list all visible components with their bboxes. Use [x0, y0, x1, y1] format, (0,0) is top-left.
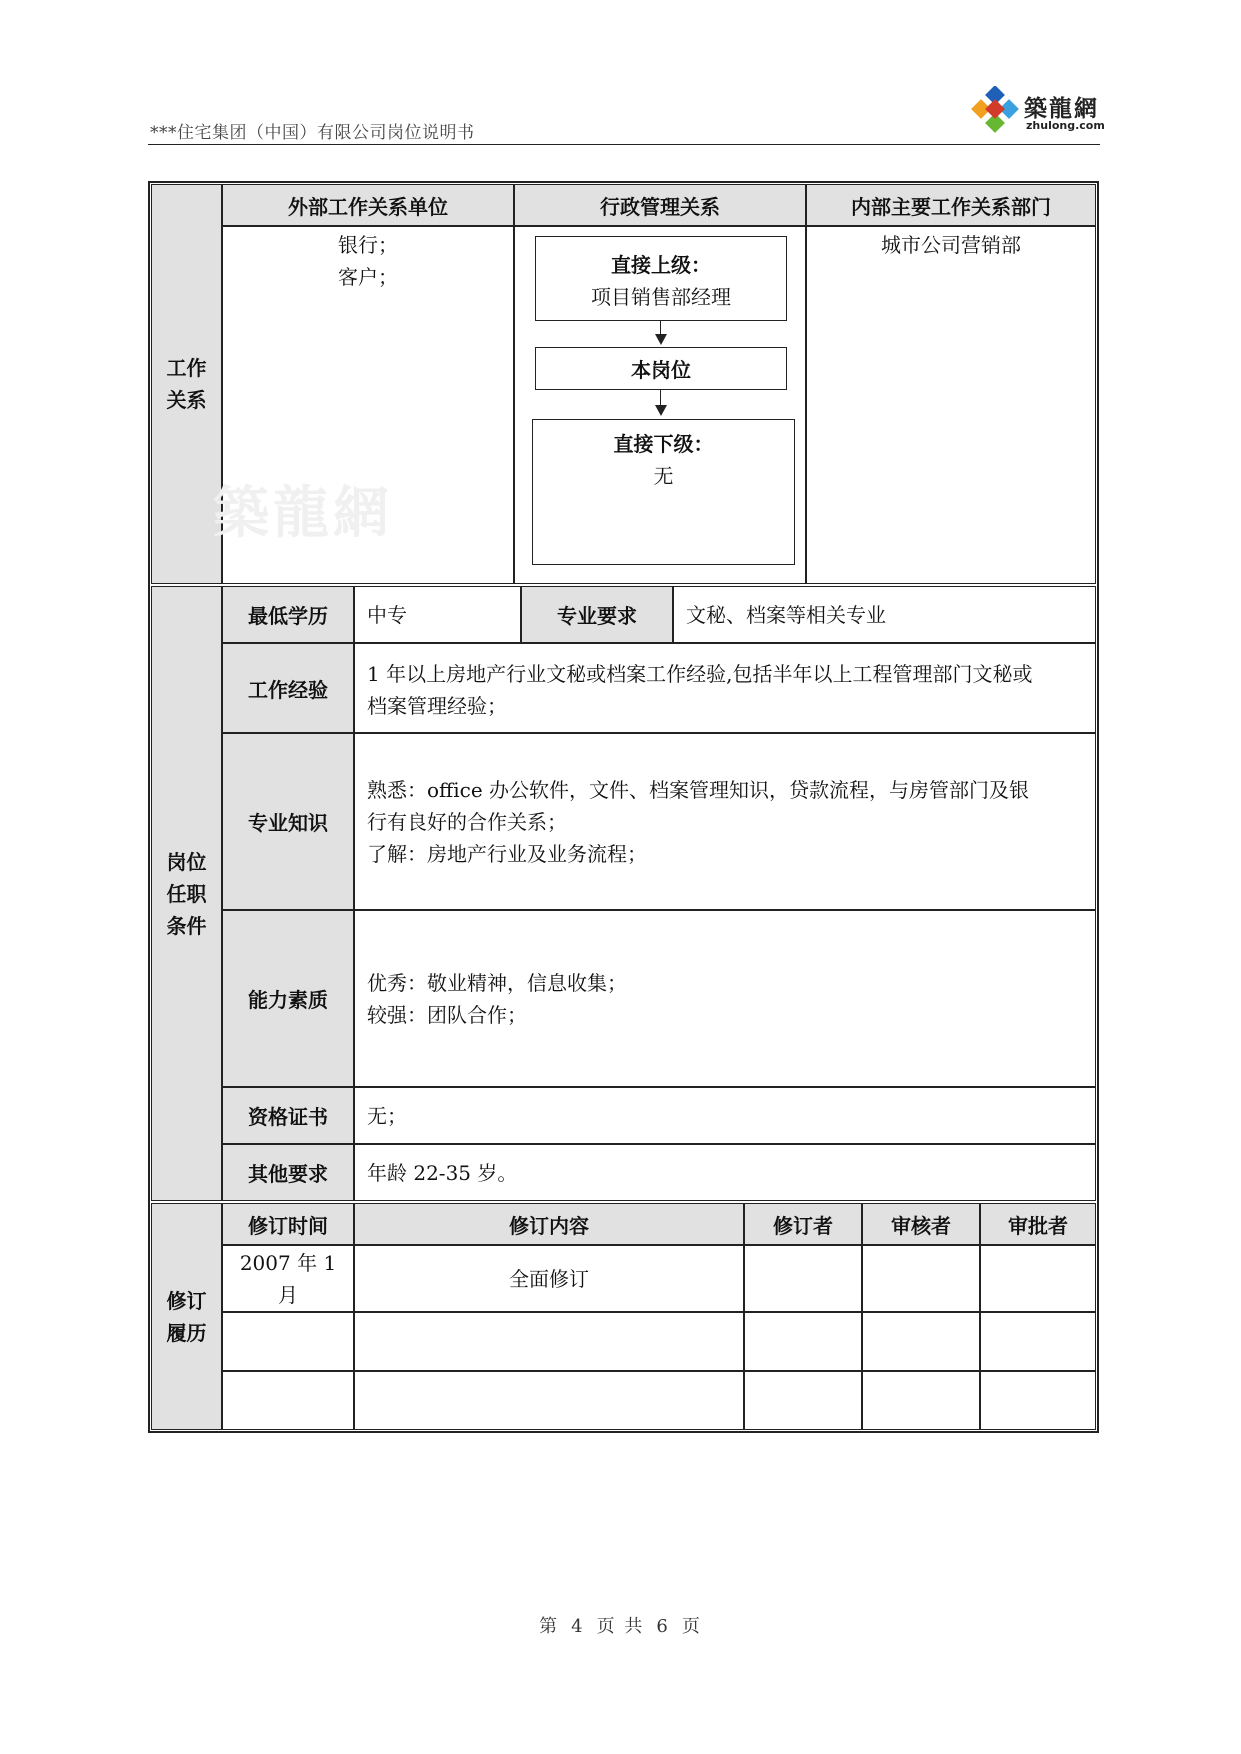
revision-header-time: 修订时间 [222, 1203, 354, 1245]
page-number: 第 4 页 共 6 页 [539, 1616, 702, 1637]
cert-label: 资格证书 [222, 1087, 354, 1144]
subordinate-value: 无 [653, 464, 674, 488]
arrow-head-icon [655, 405, 667, 416]
logo-cn-text: 築龍網 [1024, 96, 1099, 122]
internal-depts-cell: 城市公司营销部 [806, 226, 1096, 584]
revision-content [354, 1312, 744, 1371]
other-label: 其他要求 [222, 1144, 354, 1201]
header-rule [148, 144, 1100, 145]
external-units-cell [213, 226, 514, 584]
logo [970, 86, 1110, 136]
revision-content [354, 1371, 744, 1430]
logo-en-text: zhulong.com [1026, 119, 1105, 132]
watermark: 築龍網 [213, 480, 393, 546]
revision-auditor [862, 1371, 980, 1430]
col-internal-header: 内部主要工作关系部门 [806, 184, 1096, 226]
education-label: 最低学历 [222, 586, 354, 643]
cert-value: 无； [354, 1087, 1096, 1144]
revision-reviser [744, 1371, 862, 1430]
section-qualifications-label: 岗位 任职 条件 [151, 586, 222, 1201]
other-value: 年龄 22-35 岁。 [354, 1144, 1096, 1201]
revision-header-approver: 审批者 [980, 1203, 1096, 1245]
knowledge-label: 专业知识 [222, 733, 354, 910]
revision-time [222, 1312, 354, 1371]
arrow-head-icon [655, 334, 667, 345]
knowledge-value: 熟悉：office 办公软件，文件、档案管理知识，贷款流程，与房管部门及银 行有良好的合作关系； 了解：房地产行业及业务流程； [354, 733, 1096, 910]
external-unit-item: 银行； [338, 233, 398, 257]
document-title: ***住宅集团（中国）有限公司岗位说明书 [150, 123, 475, 143]
education-value: 中专 [354, 586, 521, 643]
subordinate-label: 直接下级： [613, 432, 714, 456]
arrow-down-icon [660, 390, 661, 406]
self-position-box: 本岗位 [535, 347, 787, 390]
revision-header-reviser: 修订者 [744, 1203, 862, 1245]
superior-label: 直接上级： [611, 253, 711, 277]
section-revision-label: 修订 履历 [151, 1203, 222, 1430]
revision-content: 全面修订 [354, 1245, 744, 1312]
major-label: 专业要求 [521, 586, 673, 643]
revision-time [222, 1371, 354, 1430]
arrow-down-icon [660, 321, 661, 335]
revision-header-auditor: 审核者 [862, 1203, 980, 1245]
revision-auditor [862, 1312, 980, 1371]
revision-time: 2007 年 1 月 [222, 1245, 354, 1312]
revision-reviser [744, 1312, 862, 1371]
col-admin-header: 行政管理关系 [514, 184, 806, 226]
revision-header-content: 修订内容 [354, 1203, 744, 1245]
subordinate-box [532, 419, 795, 565]
major-value: 文秘、档案等相关专业 [673, 586, 1096, 643]
superior-box [535, 236, 787, 321]
revision-approver [980, 1312, 1096, 1371]
revision-reviser [744, 1245, 862, 1312]
col-external-header: 外部工作关系单位 [222, 184, 514, 226]
external-unit-item: 客户； [338, 265, 398, 289]
revision-auditor [862, 1245, 980, 1312]
ability-value: 优秀：敬业精神，信息收集； 较强：团队合作； [354, 910, 1096, 1087]
experience-value: 1 年以上房地产行业文秘或档案工作经验,包括半年以上工程管理部门文秘或 档案管理经验； [354, 643, 1096, 733]
logo-mark-icon [970, 86, 1022, 136]
experience-label: 工作经验 [222, 643, 354, 733]
section-work-relations-label: 工作 关系 [151, 184, 222, 584]
ability-label: 能力素质 [222, 910, 354, 1087]
revision-approver [980, 1245, 1096, 1312]
superior-value: 项目销售部经理 [591, 285, 731, 309]
revision-approver [980, 1371, 1096, 1430]
